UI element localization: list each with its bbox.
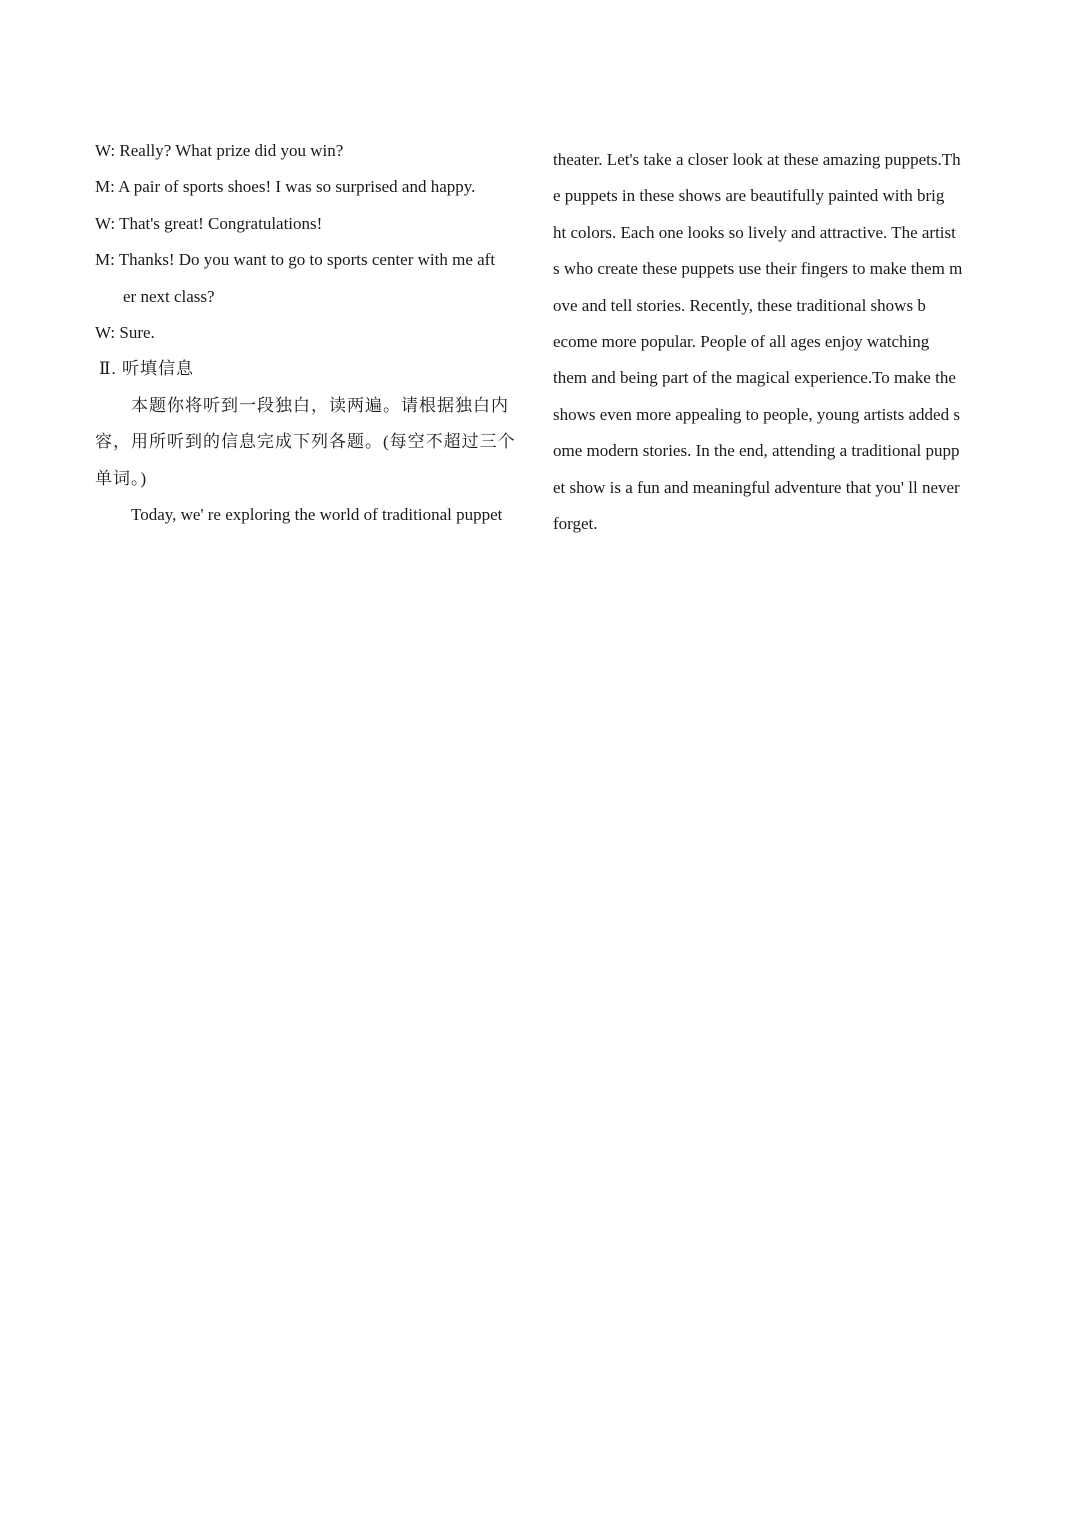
- left-column: [95, 139, 531, 539]
- passage-line: ove and tell stories. Recently, these traditional shows b: [553, 295, 926, 315]
- dialogue-line: W: Sure.: [95, 322, 155, 342]
- passage-line: forget.: [553, 513, 598, 533]
- passage-line: e puppets in these shows are beautifully painted with brig: [553, 186, 945, 206]
- instruction-line: 单词。): [95, 468, 148, 488]
- instruction-line: 容，用所听到的信息完成下列各题。(每空不超过三个: [95, 432, 516, 452]
- passage-line: et show is a fun and meaningful adventure that you' ll never: [553, 477, 960, 497]
- passage-line: shows even more appealing to people, young artists added s: [553, 404, 960, 424]
- dialogue-line: W: That's great! Congratulations!: [95, 213, 323, 233]
- passage-line: ht colors. Each one looks so lively and attractive. The artist: [553, 222, 956, 242]
- dialogue-line: M: A pair of sports shoes! I was so surprised and happy.: [95, 177, 476, 197]
- dialogue-line: M: Thanks! Do you want to go to sports center with me aft: [95, 250, 496, 270]
- dialogue-line: W: Really? What prize did you win?: [95, 141, 344, 160]
- passage-line: ecome more popular. People of all ages enjoy watching: [553, 331, 930, 351]
- passage-line: s who create these puppets use their fingers to make them m: [553, 259, 963, 279]
- dialogue-line-continuation: er next class?: [123, 286, 215, 306]
- passage-line: ome modern stories. In the end, attending a traditional pupp: [553, 441, 960, 461]
- passage-line: them and being part of the magical experience.To make the: [553, 368, 956, 388]
- instruction-line: 本题你将听到一段独白，读两遍。请根据独白内: [131, 395, 509, 415]
- passage-line: Today, we' re exploring the world of traditional puppet: [131, 504, 503, 524]
- passage-line: theater. Let's take a closer look at these amazing puppets.Th: [553, 150, 961, 169]
- section-heading: Ⅱ. 听填信息: [99, 359, 195, 379]
- right-column: [553, 148, 986, 548]
